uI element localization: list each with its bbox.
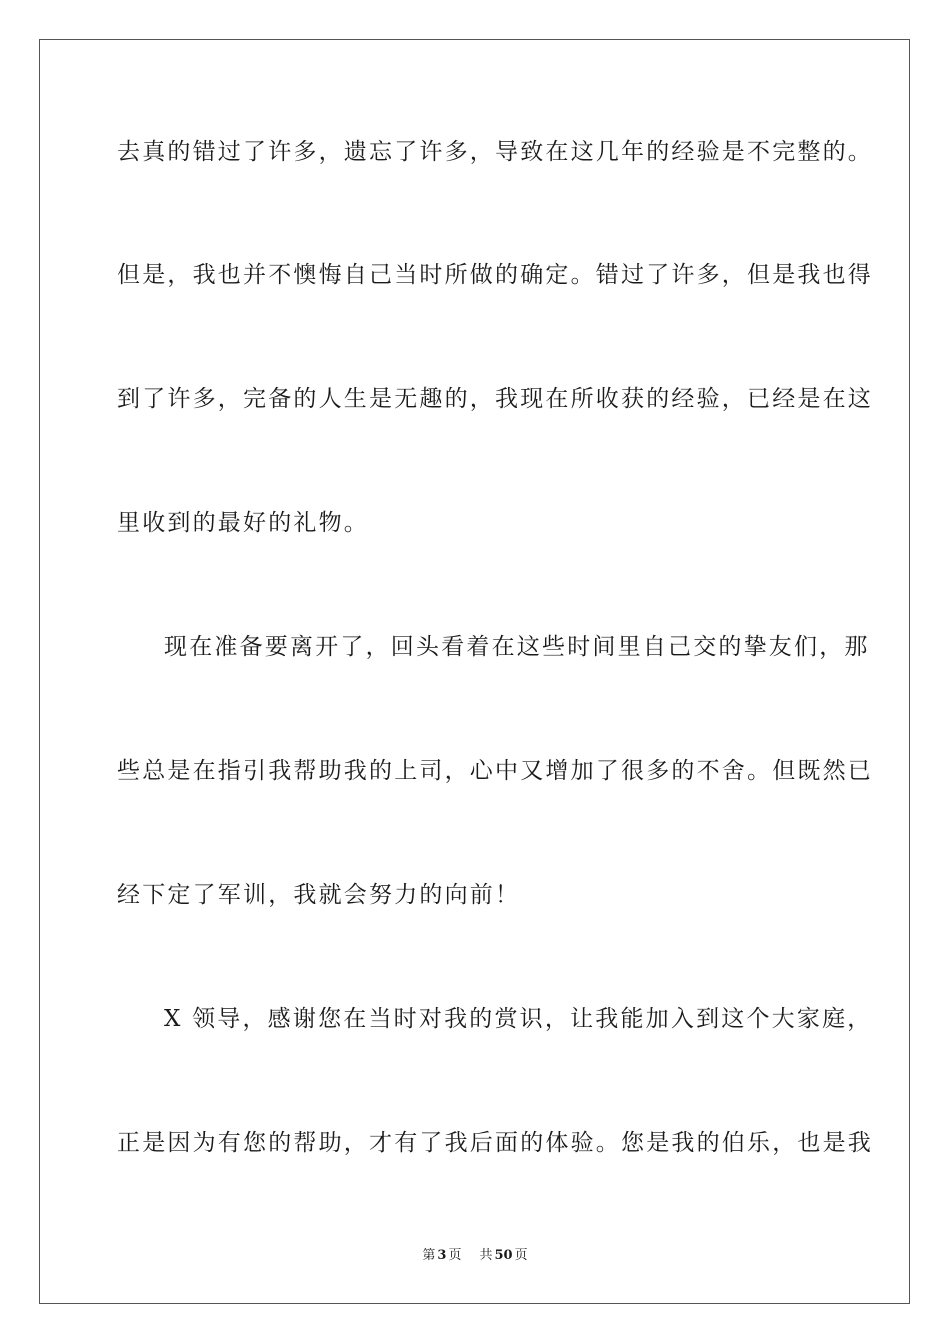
total-pages: 50: [494, 1248, 513, 1263]
total-prefix: 共: [479, 1248, 493, 1263]
paragraph-line-4: 里收到的最好的礼物。: [117, 510, 369, 536]
page-number: 3: [437, 1248, 447, 1263]
paragraph-line-2: 但是，我也并不懊悔自己当时所做的确定。错过了许多，但是我也得: [117, 262, 873, 288]
paragraph-line-3: 到了许多，完备的人生是无趣的，我现在所收获的经验，已经是在这: [117, 386, 873, 412]
page-border: [39, 39, 910, 1304]
paragraph-line-7: 经下定了军训，我就会努力的向前！: [117, 882, 521, 908]
total-suffix: 页: [514, 1248, 528, 1263]
paragraph-line-5: 现在准备要离开了，回头看着在这些时间里自己交的挚友们，那: [164, 634, 870, 660]
paragraph-line-6: 些总是在指引我帮助我的上司，心中又增加了很多的不舍。但既然已: [117, 758, 873, 784]
page-footer: [0, 1248, 950, 1264]
page-suffix: 页: [448, 1248, 462, 1263]
page-prefix: 第: [422, 1248, 436, 1263]
paragraph-line-9: 正是因为有您的帮助，才有了我后面的体验。您是我的伯乐，也是我: [117, 1130, 873, 1156]
paragraph-line-1: 去真的错过了许多，遗忘了许多，导致在这几年的经验是不完整的。: [117, 139, 873, 165]
paragraph-line-8: X 领导，感谢您在当时对我的赏识，让我能加入到这个大家庭，: [164, 1006, 873, 1032]
